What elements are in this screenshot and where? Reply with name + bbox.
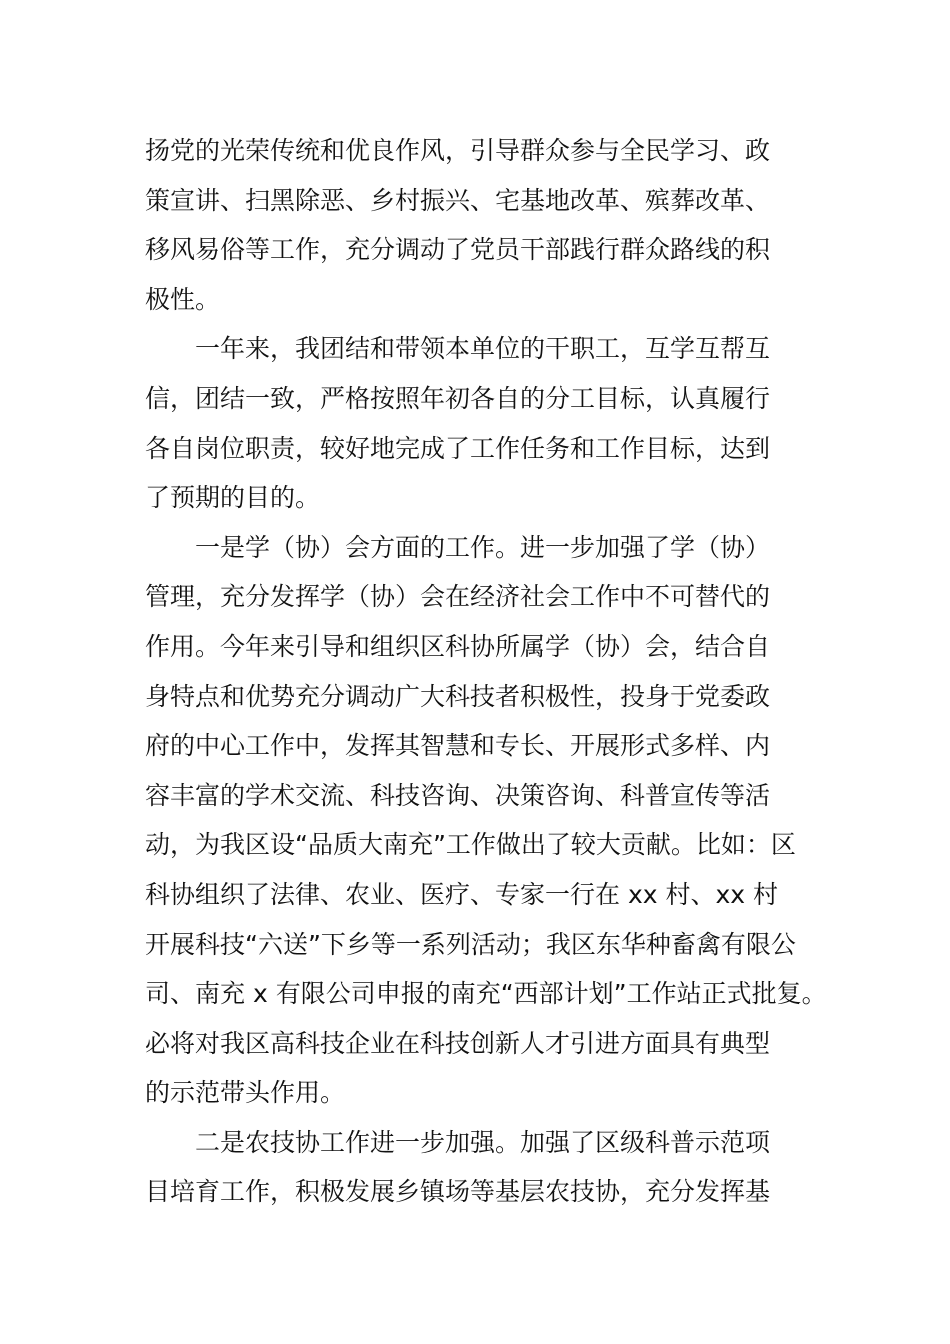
text-line: 司、南充 x 有限公司申报的南充“西部计划”工作站正式批复。: [145, 979, 827, 1009]
text-line: 极性。: [145, 284, 221, 314]
text-line: 扬党的光荣传统和优良作风，引导群众参与全民学习、政: [145, 136, 771, 165]
text-line: 容丰富的学术交流、科技咨询、决策咨询、科普宣传等活: [145, 780, 771, 810]
text-line: 信，团结一致，严格按照年初各自的分工目标，认真履行: [145, 383, 771, 413]
text-line: 身特点和优势充分调动广大科技者积极性，投身于党委政: [145, 681, 771, 711]
body-text: [145, 126, 845, 1217]
text-line: 府的中心工作中，发挥其智慧和专长、开展形式多样、内: [145, 731, 771, 761]
text-line: 管理，充分发挥学（协）会在经济社会工作中不可替代的: [145, 582, 771, 612]
text-line: 策宣讲、扫黑除恶、乡村振兴、宅基地改革、殡葬改革、: [145, 185, 771, 215]
text-line: 了预期的目的。: [145, 483, 321, 513]
text-line: 科协组织了法律、农业、医疗、专家一行在 xx 村、xx 村: [145, 879, 779, 909]
paragraph-start-line: 一年来，我团结和带领本单位的干职工，互学互帮互: [195, 334, 771, 364]
text-line: 移风易俗等工作，充分调动了党员干部践行群众路线的积: [145, 235, 771, 265]
paragraph-start-line: 一是学（协）会方面的工作。进一步加强了学（协）: [195, 532, 771, 562]
text-line: 必将对我区高科技企业在科技创新人才引进方面具有典型: [145, 1028, 771, 1058]
text-line: 各自岗位职责，较好地完成了工作任务和工作目标，达到: [145, 433, 771, 463]
text-line: 动，为我区设“品质大南充”工作做出了较大贡献。比如：区: [145, 830, 796, 860]
text-line: 目培育工作，积极发展乡镇场等基层农技协，充分发挥基: [145, 1177, 771, 1207]
text-line: 开展科技“六送”下乡等一系列活动；我区东华种畜禽有限公: [145, 929, 796, 959]
text-line: 的示范带头作用。: [145, 1078, 346, 1108]
text-line: 作用。今年来引导和组织区科协所属学（协）会，结合自: [145, 631, 771, 661]
paragraph-start-line: 二是农技协工作进一步加强。加强了区级科普示范项: [195, 1127, 771, 1157]
